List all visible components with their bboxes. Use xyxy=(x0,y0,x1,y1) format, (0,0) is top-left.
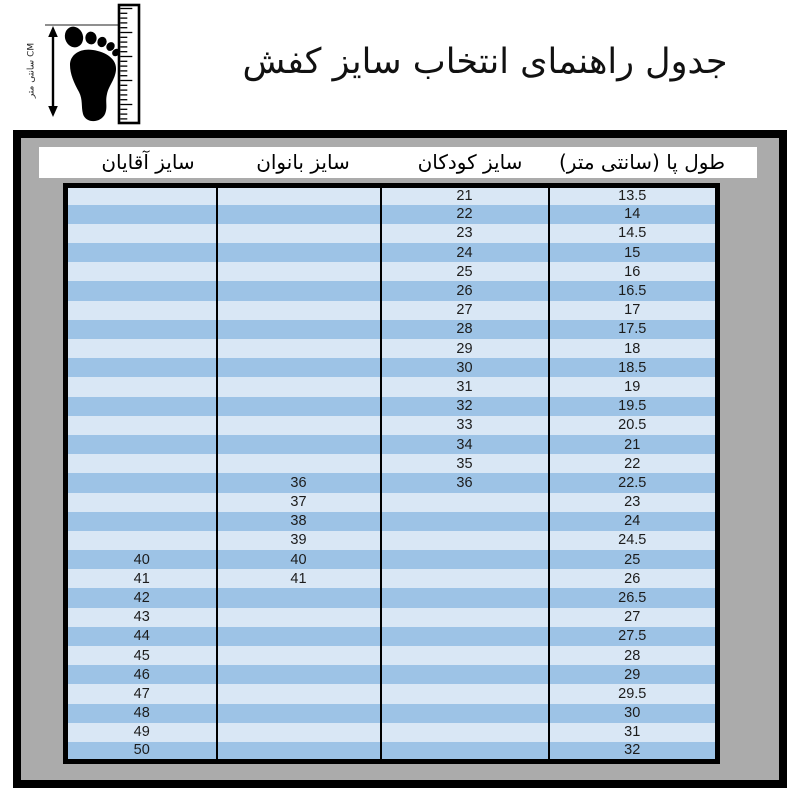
cell-men xyxy=(66,416,217,435)
cell-women xyxy=(217,243,381,262)
cell-foot_length: 21 xyxy=(549,435,718,454)
cell-women xyxy=(217,262,381,281)
cell-foot_length: 14 xyxy=(549,205,718,224)
cell-men xyxy=(66,454,217,473)
table-row xyxy=(66,473,718,492)
cell-women xyxy=(217,205,381,224)
table-row xyxy=(66,339,718,358)
cell-kids xyxy=(381,493,549,512)
cell-kids xyxy=(381,742,549,761)
cell-men: 42 xyxy=(66,588,217,607)
cell-foot_length: 23 xyxy=(549,493,718,512)
page-title: جدول راهنمای انتخاب سایز کفش xyxy=(242,42,728,82)
cell-foot_length: 26 xyxy=(549,569,718,588)
table-row xyxy=(66,742,718,761)
cell-women xyxy=(217,742,381,761)
column-header-kids: سایز کودکان xyxy=(417,150,523,174)
cell-women: 36 xyxy=(217,473,381,492)
table-row xyxy=(66,301,718,320)
table-row xyxy=(66,684,718,703)
column-header-men: سایز آقایان xyxy=(101,150,195,174)
cell-men: 46 xyxy=(66,665,217,684)
cell-foot_length: 30 xyxy=(549,704,718,723)
cell-foot_length: 25 xyxy=(549,550,718,569)
cell-women xyxy=(217,186,381,205)
cell-foot_length: 17 xyxy=(549,301,718,320)
table-row xyxy=(66,588,718,607)
table-row xyxy=(66,550,718,569)
cell-women xyxy=(217,339,381,358)
cell-women xyxy=(217,723,381,742)
cell-kids: 26 xyxy=(381,281,549,300)
cell-kids xyxy=(381,646,549,665)
cell-women xyxy=(217,608,381,627)
cell-kids xyxy=(381,627,549,646)
cell-kids: 21 xyxy=(381,186,549,205)
cell-women xyxy=(217,704,381,723)
cell-foot_length: 22.5 xyxy=(549,473,718,492)
column-header-women: سایز بانوان xyxy=(256,150,350,174)
cell-kids: 23 xyxy=(381,224,549,243)
cell-foot_length: 22 xyxy=(549,454,718,473)
cell-women: 41 xyxy=(217,569,381,588)
cell-kids xyxy=(381,684,549,703)
table-row xyxy=(66,205,718,224)
cell-kids: 35 xyxy=(381,454,549,473)
cell-men xyxy=(66,205,217,224)
table-row xyxy=(66,454,718,473)
cell-foot_length: 24 xyxy=(549,512,718,531)
table-row xyxy=(66,435,718,454)
cell-women xyxy=(217,224,381,243)
cell-foot_length: 15 xyxy=(549,243,718,262)
cell-women: 40 xyxy=(217,550,381,569)
cell-women xyxy=(217,281,381,300)
table-row xyxy=(66,358,718,377)
cell-men xyxy=(66,301,217,320)
cell-foot_length: 29 xyxy=(549,665,718,684)
cell-kids xyxy=(381,608,549,627)
cell-men xyxy=(66,186,217,205)
cell-men xyxy=(66,493,217,512)
cell-women: 37 xyxy=(217,493,381,512)
cell-kids: 31 xyxy=(381,377,549,396)
cell-women xyxy=(217,665,381,684)
table-row xyxy=(66,416,718,435)
size-table-body xyxy=(66,186,718,762)
cell-men: 48 xyxy=(66,704,217,723)
cell-men: 41 xyxy=(66,569,217,588)
table-row xyxy=(66,262,718,281)
cell-foot_length: 19 xyxy=(549,377,718,396)
table-row xyxy=(66,243,718,262)
table-row xyxy=(66,320,718,339)
cell-kids xyxy=(381,512,549,531)
cell-foot_length: 14.5 xyxy=(549,224,718,243)
table-row xyxy=(66,224,718,243)
cell-kids xyxy=(381,723,549,742)
cell-kids: 28 xyxy=(381,320,549,339)
cell-foot_length: 13.5 xyxy=(549,186,718,205)
cell-foot_length: 28 xyxy=(549,646,718,665)
table-row xyxy=(66,704,718,723)
cell-men xyxy=(66,224,217,243)
cell-men xyxy=(66,281,217,300)
cell-kids: 33 xyxy=(381,416,549,435)
cell-kids xyxy=(381,588,549,607)
cell-kids xyxy=(381,550,549,569)
cell-foot_length: 18 xyxy=(549,339,718,358)
measure-arrow-icon xyxy=(48,26,58,117)
cell-men xyxy=(66,377,217,396)
cell-women xyxy=(217,646,381,665)
cell-men: 50 xyxy=(66,742,217,761)
cell-men xyxy=(66,512,217,531)
cell-men xyxy=(66,262,217,281)
cell-men xyxy=(66,243,217,262)
table-row xyxy=(66,627,718,646)
cell-men xyxy=(66,531,217,550)
cell-kids: 29 xyxy=(381,339,549,358)
cell-kids: 36 xyxy=(381,473,549,492)
cell-women xyxy=(217,301,381,320)
cell-kids xyxy=(381,531,549,550)
cell-foot_length: 29.5 xyxy=(549,684,718,703)
cell-men: 43 xyxy=(66,608,217,627)
cell-women xyxy=(217,358,381,377)
cell-men xyxy=(66,339,217,358)
cell-men xyxy=(66,320,217,339)
cell-men: 40 xyxy=(66,550,217,569)
cell-foot_length: 17.5 xyxy=(549,320,718,339)
cell-women xyxy=(217,627,381,646)
cell-men: 44 xyxy=(66,627,217,646)
table-row xyxy=(66,608,718,627)
table-row xyxy=(66,512,718,531)
cell-kids: 34 xyxy=(381,435,549,454)
table-row xyxy=(66,186,718,205)
cell-kids: 24 xyxy=(381,243,549,262)
size-table xyxy=(63,183,720,764)
table-row xyxy=(66,665,718,684)
cell-women: 38 xyxy=(217,512,381,531)
cell-foot_length: 18.5 xyxy=(549,358,718,377)
cell-foot_length: 19.5 xyxy=(549,397,718,416)
cell-men: 45 xyxy=(66,646,217,665)
cell-kids xyxy=(381,665,549,684)
cell-kids: 22 xyxy=(381,205,549,224)
cell-women xyxy=(217,397,381,416)
table-row xyxy=(66,646,718,665)
cell-foot_length: 27.5 xyxy=(549,627,718,646)
cell-foot_length: 24.5 xyxy=(549,531,718,550)
cell-women xyxy=(217,588,381,607)
cell-women xyxy=(217,416,381,435)
cell-foot_length: 20.5 xyxy=(549,416,718,435)
cell-kids: 32 xyxy=(381,397,549,416)
column-header-foot-length: طول پا (سانتی متر) xyxy=(558,150,726,174)
table-row xyxy=(66,397,718,416)
cell-men xyxy=(66,397,217,416)
cell-kids xyxy=(381,569,549,588)
table-row xyxy=(66,281,718,300)
cell-men xyxy=(66,358,217,377)
cell-foot_length: 16 xyxy=(549,262,718,281)
cell-foot_length: 16.5 xyxy=(549,281,718,300)
cell-men: 49 xyxy=(66,723,217,742)
table-row xyxy=(66,569,718,588)
cell-women xyxy=(217,377,381,396)
cell-foot_length: 26.5 xyxy=(549,588,718,607)
cell-foot_length: 32 xyxy=(549,742,718,761)
cell-kids: 30 xyxy=(381,358,549,377)
cell-women: 39 xyxy=(217,531,381,550)
cell-kids xyxy=(381,704,549,723)
cell-women xyxy=(217,435,381,454)
table-row xyxy=(66,377,718,396)
table-row xyxy=(66,493,718,512)
cell-men xyxy=(66,435,217,454)
footprint-icon xyxy=(62,24,121,121)
cell-women xyxy=(217,684,381,703)
cell-foot_length: 27 xyxy=(549,608,718,627)
cell-kids: 25 xyxy=(381,262,549,281)
table-row xyxy=(66,531,718,550)
ruler-unit-label: CM سانتی متر xyxy=(26,42,37,99)
cell-kids: 27 xyxy=(381,301,549,320)
cell-women xyxy=(217,454,381,473)
cell-men: 47 xyxy=(66,684,217,703)
cell-men xyxy=(66,473,217,492)
table-row xyxy=(66,723,718,742)
cell-foot_length: 31 xyxy=(549,723,718,742)
cell-women xyxy=(217,320,381,339)
ruler-icon xyxy=(119,5,139,123)
